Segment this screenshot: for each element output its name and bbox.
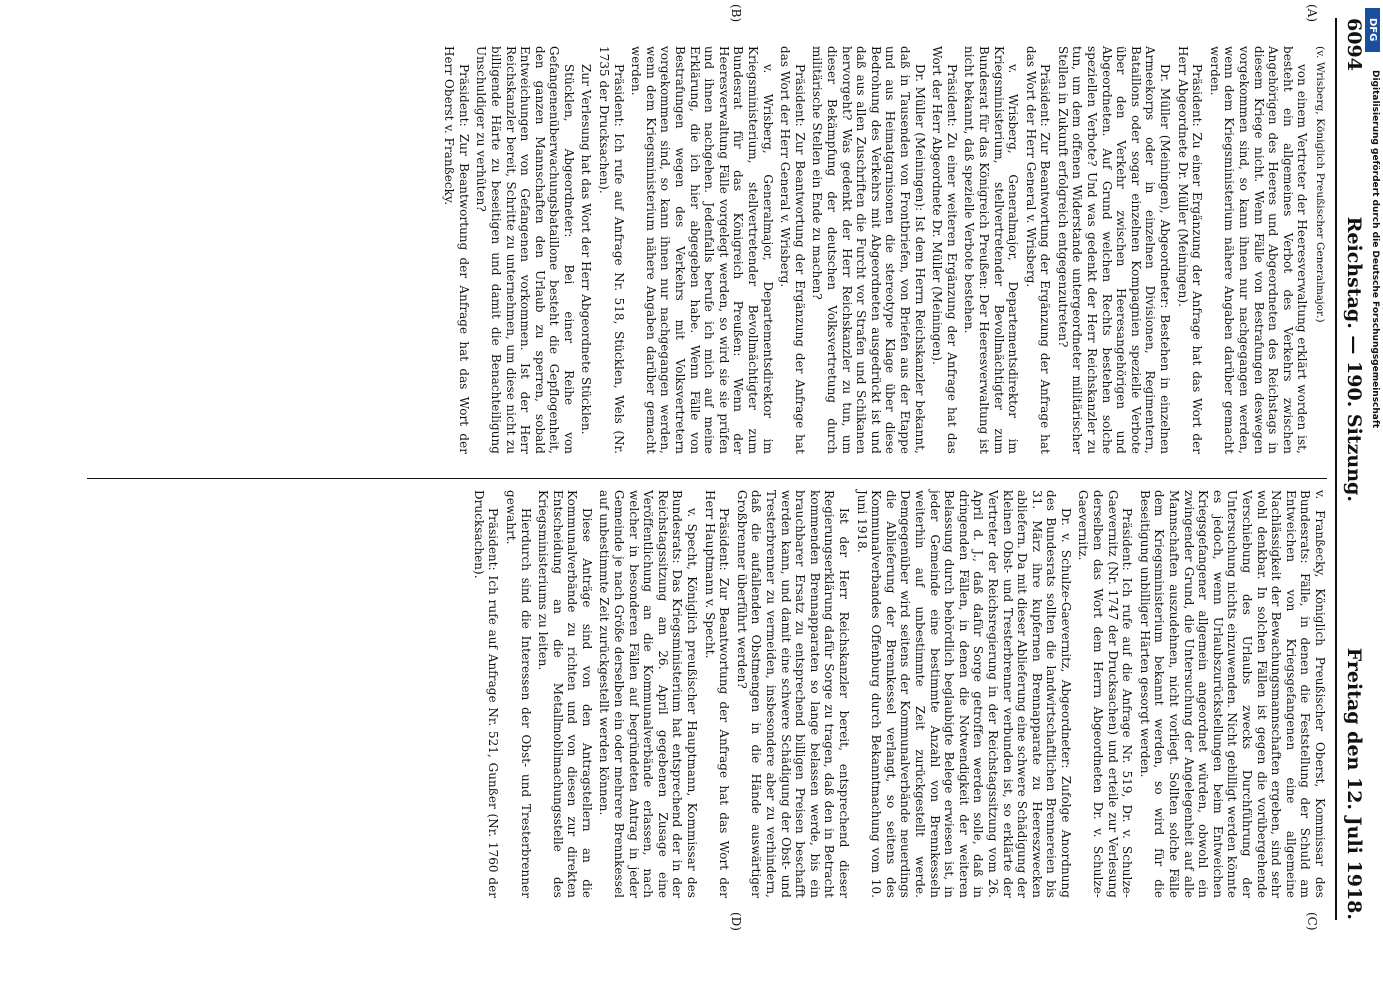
paragraph: Präsident: Zur Beantwortung der Ergänzung der Anfrage hat das Wort der Herr General v. Wrisberg. (778, 46, 807, 454)
header-rule (1335, 18, 1337, 920)
paragraph: Präsident: Ich rufe auf die Anfrage Nr. 519, Dr. v. Schulze-Gaevernitz (Nr. 1747 der Drucksachen) und erteile zur Verlesung derselben das Wort dem Herrn Abgeordneten Dr. v. Schulze-Gaevernitz. (1076, 490, 1135, 898)
paragraph: Präsident: Zu einer weiteren Ergänzung der Anfrage hat das Wort der Herr Abgeordnete Dr. Müller (Meiningen). (930, 46, 959, 454)
paragraph: Präsident: Zu einer Ergänzung der Anfrage hat das Wort der Herr Abgeordnete Dr. Müller (Meiningen). (1175, 46, 1205, 454)
digitization-strip (1361, 0, 1383, 1000)
column-divider (87, 478, 1327, 479)
margin-mark-b: (B) (729, 4, 743, 23)
left-column (439, 46, 1327, 454)
digitization-credit: Digitalisierung gefördert durch die Deutsche Forschungsgemeinschaft (1370, 70, 1380, 429)
session-date: Freitag den 12. Juli 1918. (1343, 647, 1365, 920)
paragraph: Dr. Müller (Meiningen), Abgeordneter: Bestehen in einzelnen Armeekorps oder in einzelnen Divisionen, Regimentern, Bataillons oder sogar einzelnen Kompagnien spezielle Verbote über den Verkehr zwischen Heeresangehörigen und Abgeordneten. Auf Grund welchen Rechts bestehen solche speziellen Verbote? Und was gedenkt der Herr Reichskanzler zu tun, um dem offenen Widerstande untergeordneter militärischer Stellen in Zukunft erfolgreich entgegenzutreten? (1055, 46, 1173, 454)
right-column (468, 490, 1327, 898)
paragraph: Präsident: Zur Beantwortung der Ergänzung der Anfrage hat das Wort der Herr General v. Wrisberg. (1023, 46, 1053, 454)
paragraph: Ist der Herr Reichskanzler bereit, entsprechend dieser Regierungserklärung dafür Sorge zu tragen, daß den in Betracht kommenden Brennapparaten so lange belassen werde, bis ein brauchbarer Ersatz zu entsprechend billigen Preisen beschafft werden kann, und damit eine schwere Schädigung der Obst- und Tresterbrenner zu vermeiden, insbesondere aber zu verhindern, daß die aufallenden Obstmengen in die Hände auswärtiger Großbrenner überführt werden? (734, 490, 851, 898)
paragraph: Dr. Müller (Meiningen): Ist dem Herrn Reichskanzler bekannt, daß in Tausenden von Frontbriefen, von Briefen aus der Etappe und aus Heimatgarnisonen die stereotype Klage über diese Bedrohung des Verkehrs mit Abgeordneten ausgedrückt ist und daß aus allen Zuschriften die Furcht vor Strafen und Schikanen hervorgeht? Was gedenkt der Herr Reichskanzler zu tun, um dieser Bekämpfung der deutschen Volksvertretung durch militärische Stellen ein Ende zu machen? (810, 46, 927, 454)
paragraph: v. Wrisberg, Generalmajor, Departementsdirektor im Kriegsministerium, stellvertretender Bevollmächtigter zum Bundesrat für das Königreich Preußen: Der Heeresverwaltung ist nicht bekannt, daß spezielle Verbote bestehen. (962, 46, 1021, 454)
paragraph: v. Franßecky, Königlich Preußischer Oberst, Kommissar des Bundesrats: Fälle, in denen die Feststellung der Schuld am Entweichen von Kriegsgefangenen eine allgemeine Nachlässigkeit der Bewachungsmannschaften ergeben, sind sehr wohl denkbar. In solchen Fällen ist gegen die vorübergehende Verschiebung des Urlaubs zwecks Durchführung der Untersuchung nichts einzuwenden. Nicht gebilligt werden könnte es jedoch, wenn Urlaubszurückstellungen beim Entweichen Kriegsgefangener allgemein angeordnet würden, obwohl ein zwingender Grund, die Untersuchung der Angelegenheit auf alle Mannschaften auszudehnen, nicht vorliegt. Sollten solche Fälle dem Kriegsministerium bekannt werden, so wird für die Beseitigung unbilliger Härten gesorgt werden. (1137, 490, 1327, 898)
document-page (83, 0, 1383, 940)
dfg-logo: DFG (1365, 8, 1380, 52)
page-number: 6094 (1343, 18, 1365, 71)
paragraph: Hierdurch sind die Interessen der Obst- und Tresterbrenner gewahrt. (503, 490, 533, 898)
paragraph: von einem Vertreter der Heeresverwaltung erklärt worden ist, besteht ein allgemeines Verbot des Verkehrs zwischen Angehörigen des Heeres und Abgeordneten des Reichstags in diesem Kriege nicht. Wenn Fälle von Bestrafungen deswegen vorgekommen sind, so kann ihnen nur nachgegangen werden, wenn dem Kriegsministerium nähere Angaben darüber gemacht werden. (1207, 46, 1310, 454)
speaker-continuation: (v. Wrisberg, Königlich Preußischer Generalmajor.) (1314, 46, 1326, 323)
margin-mark-c: (C) (1305, 912, 1319, 931)
paragraph: Präsident: Ich rufe auf Anfrage Nr. 518, Stücklen, Wels (Nr. 1735 der Drucksachen). (597, 46, 626, 454)
paragraph: v. Specht, Königlich preußischer Hauptmann, Kommissar des Bundesrats: Das Kriegsministerium hat entsprechend der in der Reichstagssitzung am 26. April gegebenen Zusage eine Veröffentlichung an die Kommunalverbände erlassen, nach welcher in besonderen Fällen auf begründeten Antrag in jeder Gemeinde je nach Größe derselben ein oder mehrere Brennkessel auf unbestimmte Zeit zurückgestellt werden können. (597, 490, 700, 898)
paragraph: Zur Verlesung hat das Wort der Herr Abgeordnete Stücklen. (579, 64, 594, 435)
margin-mark-a: (A) (1305, 4, 1319, 23)
paragraph: Präsident: Zur Beantwortung der Anfrage hat das Wort der Herr Hauptmann v. Specht. (702, 490, 732, 898)
session-title: Reichstag. — 190. Sitzung. (1343, 216, 1365, 502)
paragraph: Dr. v. Schulze-Gaevernitz, Abgeordneter: Zufolge Anordnung des Bundesrats sollten die landwirtschaftlichen Brennereien bis 31. März ihre kupfernen Brennapparate zu Heereszwecken abliefern. Da mit dieser Ablieferung eine schwere Schädigung der kleinen Obst- und Tresterbrenner verbunden ist, so erklärte der Vertreter der Reichsregierung in der Reichstagssitzung vom 26. April d. J., daß dafür Sorge getroffen werden solle, daß in dringenden Fällen, in denen die Notwendigkeit der weiteren Belassung durch behördlich beglaubigte Belege erwiesen ist, in jeder Gemeinde eine bestimmte Anzahl von Brennkesseln weiterhin auf unbestimmte Zeit zurückgestellt werde. Demgegenüber wird seitens der Kommunalverbände neuerdings die Ablieferung der Brennkessel verlangt, so seitens des Kommunalverbandes Offenburg durch Bekanntmachung vom 10. Juni 1918. (854, 490, 1073, 898)
paragraph: Präsident: Zur Beantwortung der Anfrage hat das Wort der Herr Oberst v. Franßecky. (442, 46, 471, 454)
paragraph: v. Wrisberg, Generalmajor, Departementsdirektor im Kriegsministerium, stellvertretender Bevollmächtigter zum Bundesrat für das Königreich Preußen: Wenn der Heeresverwaltung Fälle vorgelegt werden, so wird sie sie prüfen und ihnen nachgehen. Jedenfalls berufe ich mich auf meine Erklärung, die ich hier abgegeben habe. Wenn Fälle von Bestrafungen wegen des Verkehrs mit Volksvertretern vorgekommen sind, so kann ihnen nur nachgegangen werden, wenn dem Kriegsministerium nähere Angaben darüber gemacht werden. (629, 46, 775, 454)
paragraph: Diese Anträge sind von den Antragstellern an die Kommunalverbände zu richten und von diesen zur direkten Entscheidung an die Metallmobilmachungsstelle des Kriegsministeriums zu leiten. (536, 490, 594, 898)
margin-mark-d: (D) (729, 912, 743, 931)
paragraph: Präsident: Ich rufe auf Anfrage Nr. 521, Gunßer (Nr. 1760 der Drucksachen). (471, 490, 501, 898)
paragraph: Stücklen, Abgeordneter: Bei einer Reihe von Gefangenenüberwachungsbataillone besteht die Gepflogenheit, den ganzen Mannschaften den Urlaub zu sperren, sobald Entweichungen von Gefangenen vorkommen. Ist der Herr Reichskanzler bereit, Schritte zu unternehmen, um diese nicht zu billigende Härte zu beseitigen und damit die Benachteiligung Unschuldiger zu verhüten? (474, 46, 576, 454)
